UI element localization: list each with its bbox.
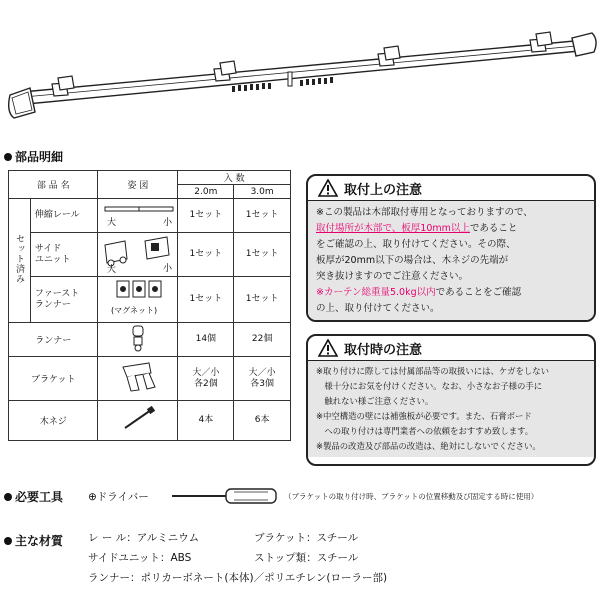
part-name: ファースト ランナー [30,277,98,323]
bracket-icon [99,357,177,397]
fig-label-small: 小 [162,218,172,228]
figure-cell [98,199,178,233]
figure-cell [98,323,178,357]
wood-screw-icon [99,404,177,434]
part-name: 伸縮レール [30,199,98,233]
qty-3m: 22個 [234,323,291,357]
table-row [9,401,291,441]
side-unit-icon [99,233,177,273]
qty-2m: 1セット [178,277,234,323]
fig-label-large: 大 [106,218,116,228]
screwdriver-icon [168,484,280,508]
part-name: ランナー [9,323,98,357]
qty-3m: 1セット [234,277,291,323]
qty-3m: 1セット [234,199,291,233]
bullet-icon [4,537,12,545]
figure-cell [98,357,178,401]
fig-label-magnet: (マグネット) [110,306,158,315]
fig-label-large: 大 [106,265,116,273]
warning-icon [318,179,338,197]
header-figure: 姿 図 [98,171,178,199]
qty-2m: 大／小 各2個 [178,357,234,401]
first-runner-icon [99,277,177,319]
warning-icon [318,339,338,357]
install-caution-body: ※この製品は木部取付専用となっておりますので、 取付場所が木部で、板厚10mm以上であること をご確認の上、取り付けてください。その際、 板厚が20mm以下の場合は、木ネジの先端が 突き抜けますのでご注意ください。 ※カーテン総重量5.0kg以内であることをご確認 の上、取り付けてください。 [308,201,594,321]
qty-2m: 14個 [178,323,234,357]
figure-cell [98,277,178,323]
material-rail: レ ー ル：アルミニウム [88,532,200,544]
set-label-cell [9,199,31,323]
table-row [9,277,291,323]
qty-2m: 1セット [178,233,234,277]
material-stopper: ストップ類：スチール [254,552,359,564]
material-runner: ランナー：ポリカーボネート(本体)／ポリエチレン(ローラー部) [88,572,388,584]
installing-caution-body: ※取り付けに際しては付属部品等の取扱いには、ケガをしない 様十分にお気を付けください。なお、小さなお子様の手に 触れない様ご注意ください。 ※中空構造の壁には補強板が必要です。また、石膏ボード への取り付けは専門業者への依頼をおすすめ致します。 ※製品の改造及び部品の改造は、絶対にしないでください。 [308,361,594,457]
part-name: 木ネジ [9,401,98,441]
install-caution-title: 取付上の注意 [344,182,423,198]
part-name: サイド ユニット [30,233,98,277]
qty-3m: 大／小 各3個 [234,357,291,401]
runner-icon [99,323,177,353]
material-bracket: ブラケット：スチール [254,532,359,544]
parts-table [8,170,291,441]
installing-caution-title: 取付時の注意 [344,342,423,358]
table-row [9,233,291,277]
qty-3m: 1セット [234,233,291,277]
tool-name: ⊕ドライバー [88,491,149,503]
installing-caution-header [308,336,594,361]
bullet-icon [4,493,12,501]
qty-2m: 1セット [178,199,234,233]
curtain-rail-illustration [0,0,600,130]
table-row [9,357,291,401]
set-label: セット済み [13,234,24,284]
qty-3m: 6本 [234,401,291,441]
figure-cell [98,401,178,441]
install-caution-box [306,174,596,322]
header-size-2m: 2.0m [178,185,234,199]
installing-caution-box [306,334,596,466]
fig-label-small: 小 [162,264,172,273]
materials-section-title: 主な材質 [4,532,63,549]
bullet-icon [4,153,12,161]
header-size-3m: 3.0m [234,185,291,199]
table-row [9,323,291,357]
material-side-unit: サイドユニット：ABS [88,552,192,564]
parts-section-title: 部品明細 [4,148,63,165]
install-caution-header [308,176,594,201]
tool-note: （ブラケットの取り付け時、ブラケットの位置移動及び固定する時に使用） [284,492,539,501]
header-quantity: 入 数 [178,171,291,185]
telescopic-rail-icon [99,199,177,229]
figure-cell [98,233,178,277]
tools-section-title: 必要工具 [4,488,63,505]
header-part-name: 部 品 名 [9,171,98,199]
part-name: ブラケット [9,357,98,401]
qty-2m: 4本 [178,401,234,441]
table-row [9,199,291,233]
